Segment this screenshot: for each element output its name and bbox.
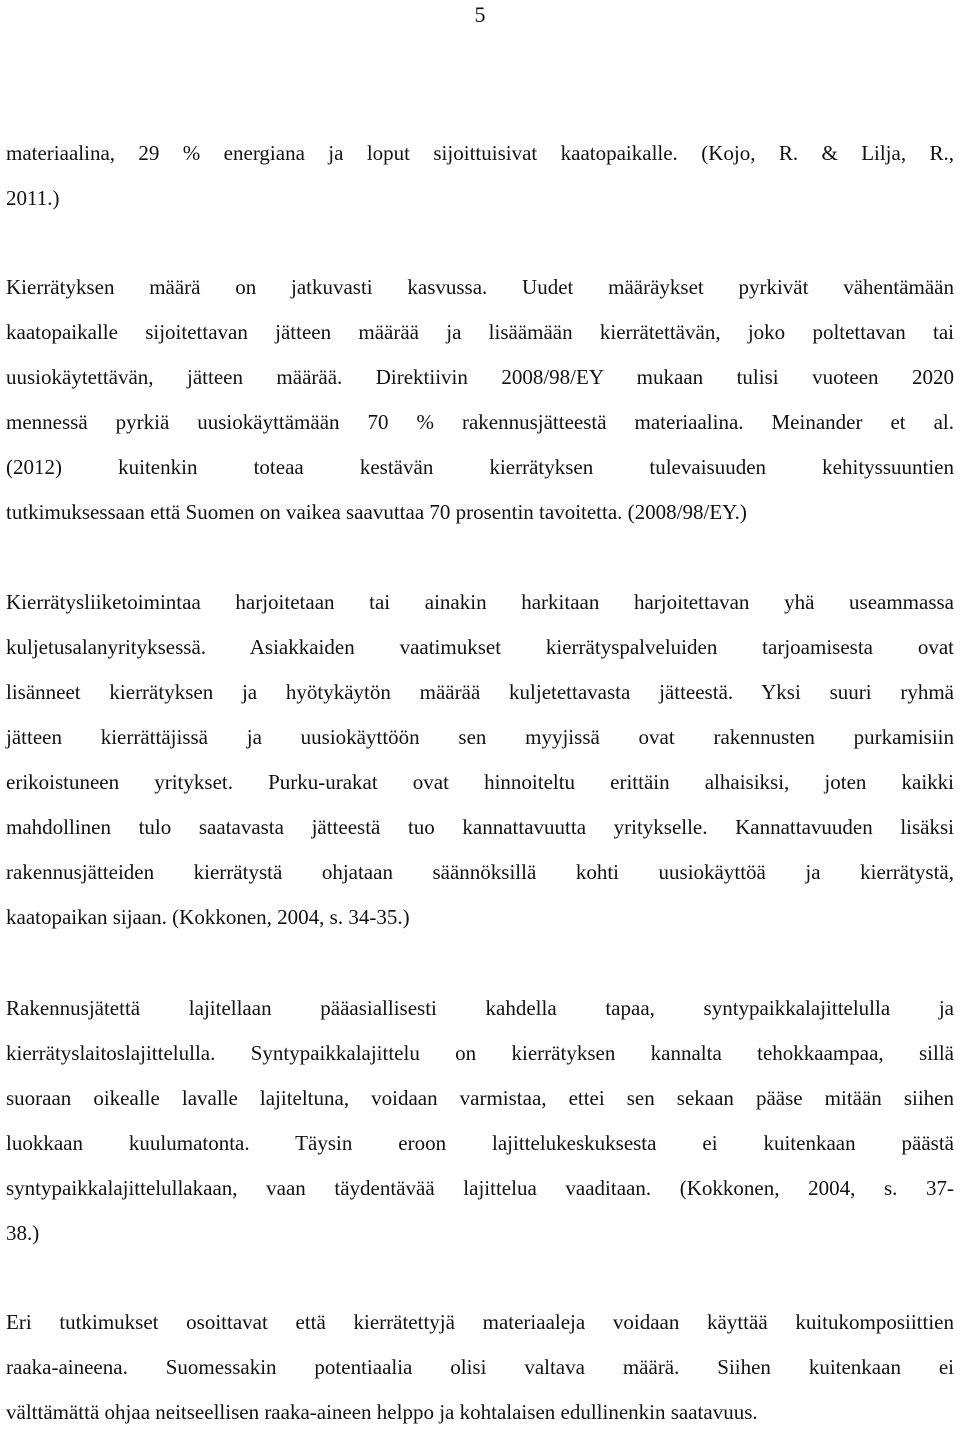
text-line: suoraan oikealle lavalle lajiteltuna, voidaan varmistaa, ettei sen sekaan pääse mitään siihen <box>6 1086 954 1110</box>
text-line: materiaalina, 29 % energiana ja loput sijoittuisivat kaatopaikalle. (Kojo, R. & Lilja, R., <box>6 141 954 165</box>
text-line: lisänneet kierrätyksen ja hyötykäytön määrää kuljetettavasta jätteestä. Yksi suuri ryhmä <box>6 680 954 704</box>
text-line: kaatopaikalle sijoitettavan jätteen määrää ja lisäämään kierrätettävän, joko poltettavan tai <box>6 320 954 344</box>
text-line: Eri tutkimukset osoittavat että kierrätettyjä materiaaleja voidaan käyttää kuitukomposiittien <box>6 1310 954 1334</box>
paragraph-4 <box>6 986 954 1256</box>
text-line: Kierrätyksen määrä on jatkuvasti kasvussa. Uudet määräykset pyrkivät vähentämään <box>6 275 954 299</box>
text-line: rakennusjätteiden kierrätystä ohjataan säännöksillä kohti uusiokäyttöä ja kierrätystä, <box>6 860 954 884</box>
text-line: (2012) kuitenkin toteaa kestävän kierrätyksen tulevaisuuden kehityssuuntien <box>6 455 954 479</box>
paragraph-5 <box>6 1300 954 1435</box>
text-line: 2011.) <box>6 186 60 210</box>
text-line: erikoistuneen yritykset. Purku-urakat ovat hinnoiteltu erittäin alhaisiksi, joten kaikki <box>6 770 954 794</box>
text-line: 38.) <box>6 1221 40 1245</box>
text-line: välttämättä ohjaa neitseellisen raaka-aineen helppo ja kohtalaisen edullinenkin saatavuus. <box>6 1400 758 1424</box>
text-line: kuljetusalanyrityksessä. Asiakkaiden vaatimukset kierrätyspalveluiden tarjoamisesta ovat <box>6 635 954 659</box>
paragraph-2 <box>6 265 954 535</box>
text-line: syntypaikkalajittelullakaan, vaan täydentävää lajittelua vaaditaan. (Kokkonen, 2004, s. 37- <box>6 1176 954 1200</box>
text-line: mahdollinen tulo saatavasta jätteestä tuo kannattavuutta yritykselle. Kannattavuuden lisäksi <box>6 815 954 839</box>
text-line: Rakennusjätettä lajitellaan pääasiallisesti kahdella tapaa, syntypaikkalajittelulla ja <box>6 996 954 1020</box>
paragraph-3 <box>6 580 954 940</box>
text-line: luokkaan kuulumatonta. Täysin eroon lajittelukeskuksesta ei kuitenkaan päästä <box>6 1131 954 1155</box>
page-number: 5 <box>474 2 486 27</box>
text-line: Kierrätysliiketoimintaa harjoitetaan tai ainakin harkitaan harjoitettavan yhä useammassa <box>6 590 954 614</box>
text-line: kaatopaikan sijaan. (Kokkonen, 2004, s. 34-35.) <box>6 905 410 929</box>
text-line: mennessä pyrkiä uusiokäyttämään 70 % rakennusjätteestä materiaalina. Meinander et al. <box>6 410 954 434</box>
paragraph-1 <box>6 131 954 221</box>
text-line: kierrätyslaitoslajittelulla. Syntypaikkalajittelu on kierrätyksen kannalta tehokkaampaa, sillä <box>6 1041 954 1065</box>
text-line: jätteen kierrättäjissä ja uusiokäyttöön sen myyjissä ovat rakennusten purkamisiin <box>6 725 954 749</box>
text-line: tutkimuksessaan että Suomen on vaikea saavuttaa 70 prosentin tavoitetta. (2008/98/EY.) <box>6 500 747 524</box>
text-line: raaka-aineena. Suomessakin potentiaalia olisi valtava määrä. Siihen kuitenkaan ei <box>6 1355 954 1379</box>
text-line: uusiokäytettävän, jätteen määrää. Direktiivin 2008/98/EY mukaan tulisi vuoteen 2020 <box>6 365 954 389</box>
